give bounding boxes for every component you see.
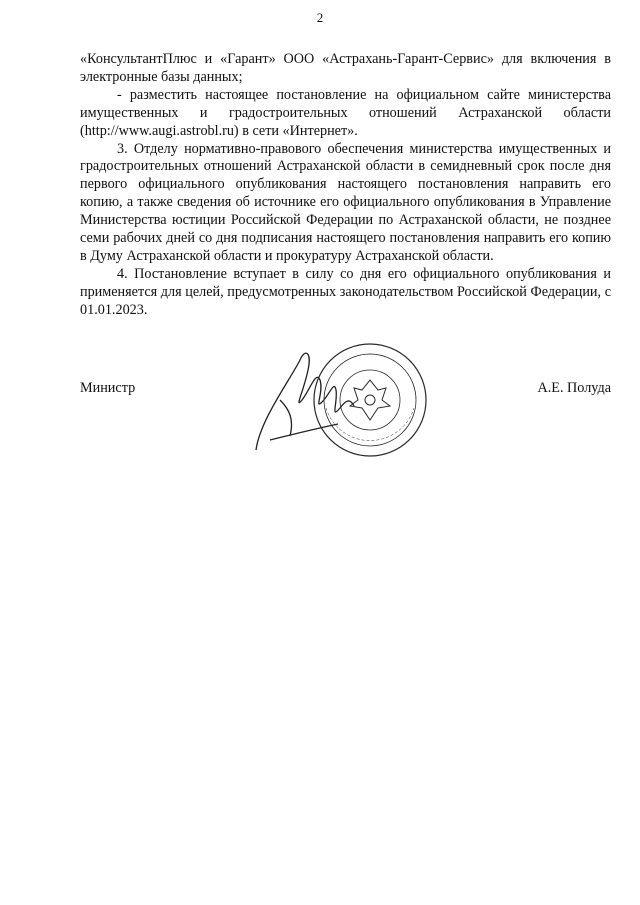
seal-stamp-image [250,340,440,460]
paragraph-item-3: 3. Отделу нормативно-правового обеспечения министерства имущественных и градостроительных отношений Астраханской области в семидневный срок после дня первого официального опубликования настоящего постановления направить его копию, а также сведения об источнике его официального опубликования в Управление Министерства юстиции Российской Федерации по Астраханской области, не позднее семи рабочих дней со дня подписания настоящего постановления направить его копию в Думу Астраханской области и прокуратуру Астраханской области. [80,140,611,264]
signer-title: Министр [80,380,136,396]
document-body [80,51,611,320]
paragraph-continuation: «КонсультантПлюс и «Гарант» ООО «Астрахань-Гарант-Сервис» для включения в электронные базы данных; [80,51,611,85]
page-number: 2 [316,10,324,25]
handwritten-signature [256,353,354,450]
signature-and-seal [250,340,440,460]
paragraph-publish-website: - разместить настоящее постановление на официальном сайте министерства имущественных и градостроительных отношений Астраханской области (http://www.augi.astrobl.ru) в сети «Интернет». [80,86,611,139]
official-seal [314,344,426,456]
paragraph-item-4: 4. Постановление вступает в силу со дня его официального опубликования и применяется для целей, предусмотренных законодательством Российской Федерации, с 01.01.2023. [80,265,611,318]
signer-name: А.Е. Полуда [537,380,611,396]
